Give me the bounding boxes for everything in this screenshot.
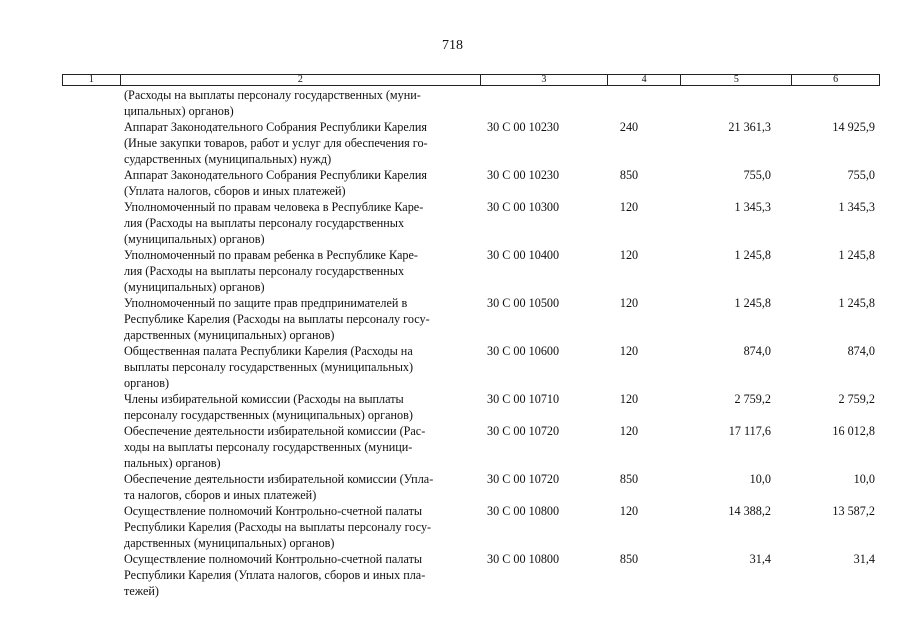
row-target-code: 30 С 00 10600 bbox=[487, 344, 560, 358]
row-description-line: (Уплата налогов, сборов и иных платежей) bbox=[124, 184, 346, 198]
table-row bbox=[0, 247, 905, 295]
row-description-line: Уполномоченный по защите прав предпринимателей в bbox=[124, 296, 408, 310]
row-description bbox=[124, 471, 484, 503]
row-description-line: Общественная палата Республики Карелия (Расходы на bbox=[124, 344, 413, 358]
row-description-line: та налогов, сборов и иных платежей) bbox=[124, 488, 317, 502]
row-amount-col5: 21 361,3 bbox=[728, 120, 771, 134]
table-row bbox=[0, 119, 905, 167]
table-body bbox=[0, 87, 905, 599]
table-row bbox=[0, 551, 905, 599]
row-description-line: Уполномоченный по правам ребенка в Республике Каре- bbox=[124, 248, 418, 262]
row-target-code: 30 С 00 10710 bbox=[487, 392, 560, 406]
row-description-line: Члены избирательной комиссии (Расходы на выплаты bbox=[124, 392, 404, 406]
row-amount-col6: 14 925,9 bbox=[832, 120, 875, 134]
table-row bbox=[0, 87, 905, 119]
row-amount-col6: 13 587,2 bbox=[832, 504, 875, 518]
row-description-line: органов) bbox=[124, 376, 170, 390]
header-col-3: 3 bbox=[481, 75, 608, 85]
row-target-code: 30 С 00 10800 bbox=[487, 504, 560, 518]
row-expense-type: 120 bbox=[619, 296, 639, 310]
row-amount-col6: 31,4 bbox=[853, 552, 875, 566]
row-target-code: 30 С 00 10720 bbox=[487, 424, 560, 438]
table-row bbox=[0, 167, 905, 199]
row-description bbox=[124, 503, 484, 551]
row-description bbox=[124, 87, 484, 119]
row-target-code: 30 С 00 10300 bbox=[487, 200, 560, 214]
page-number: 718 bbox=[442, 38, 463, 53]
row-description-line: Аппарат Законодательного Собрания Республики Карелия bbox=[124, 168, 428, 182]
row-amount-col5: 14 388,2 bbox=[728, 504, 771, 518]
table-row bbox=[0, 199, 905, 247]
row-expense-type: 120 bbox=[619, 248, 639, 262]
row-description-line: Республике Карелия (Расходы на выплаты персоналу госу- bbox=[124, 312, 430, 326]
row-description-line: лия (Расходы на выплаты персоналу государственных bbox=[124, 264, 405, 278]
row-description-line: Республики Карелия (Расходы на выплаты персоналу госу- bbox=[124, 520, 432, 534]
row-amount-col6: 1 245,8 bbox=[838, 248, 875, 262]
row-amount-col6: 755,0 bbox=[847, 168, 875, 182]
row-amount-col5: 1 245,8 bbox=[734, 296, 771, 310]
table-row bbox=[0, 343, 905, 391]
row-expense-type: 120 bbox=[619, 200, 639, 214]
row-expense-type: 120 bbox=[619, 392, 639, 406]
row-description bbox=[124, 199, 484, 247]
row-description-line: (муниципальных) органов) bbox=[124, 280, 265, 294]
row-amount-col5: 874,0 bbox=[743, 344, 771, 358]
row-expense-type: 120 bbox=[619, 424, 639, 438]
table-row bbox=[0, 295, 905, 343]
row-description-line: (Иные закупки товаров, работ и услуг для обеспечения го- bbox=[124, 136, 428, 150]
row-amount-col5: 17 117,6 bbox=[728, 424, 771, 438]
row-amount-col5: 755,0 bbox=[743, 168, 771, 182]
row-amount-col5: 1 245,8 bbox=[734, 248, 771, 262]
row-description bbox=[124, 295, 484, 343]
row-amount-col5: 2 759,2 bbox=[734, 392, 771, 406]
row-description-line: Уполномоченный по правам человека в Республике Каре- bbox=[124, 200, 424, 214]
row-amount-col6: 2 759,2 bbox=[838, 392, 875, 406]
row-description-line: дарственных (муниципальных) органов) bbox=[124, 536, 335, 550]
table-row bbox=[0, 503, 905, 551]
header-col-4: 4 bbox=[608, 75, 682, 85]
row-description-line: Республики Карелия (Уплата налогов, сборов и иных пла- bbox=[124, 568, 426, 582]
row-description bbox=[124, 247, 484, 295]
row-amount-col6: 16 012,8 bbox=[832, 424, 875, 438]
row-description-line: Осуществление полномочий Контрольно-счетной палаты bbox=[124, 504, 423, 518]
row-target-code: 30 С 00 10230 bbox=[487, 120, 560, 134]
row-description-line: Обеспечение деятельности избирательной комиссии (Упла- bbox=[124, 472, 434, 486]
row-expense-type: 850 bbox=[619, 168, 639, 182]
row-description-line: тежей) bbox=[124, 584, 159, 598]
row-target-code: 30 С 00 10800 bbox=[487, 552, 560, 566]
row-description-line: ципальных) органов) bbox=[124, 104, 234, 118]
row-description-line: пальных) органов) bbox=[124, 456, 221, 470]
row-description-line: персоналу государственных (муниципальных) органов) bbox=[124, 408, 413, 422]
row-description-line: выплаты персоналу государственных (муниципальных) bbox=[124, 360, 414, 374]
row-expense-type: 850 bbox=[619, 472, 639, 486]
row-target-code: 30 С 00 10400 bbox=[487, 248, 560, 262]
row-amount-col6: 874,0 bbox=[847, 344, 875, 358]
row-amount-col5: 10,0 bbox=[749, 472, 771, 486]
row-description-line: ходы на выплаты персоналу государственных (муници- bbox=[124, 440, 413, 454]
table-row bbox=[0, 471, 905, 503]
row-target-code: 30 С 00 10720 bbox=[487, 472, 560, 486]
table-row bbox=[0, 423, 905, 471]
row-expense-type: 240 bbox=[619, 120, 639, 134]
row-description bbox=[124, 119, 484, 167]
row-description bbox=[124, 343, 484, 391]
row-description bbox=[124, 167, 484, 199]
row-description bbox=[124, 391, 484, 423]
row-amount-col6: 1 245,8 bbox=[838, 296, 875, 310]
row-amount-col5: 31,4 bbox=[749, 552, 771, 566]
table-header bbox=[62, 74, 880, 86]
row-target-code: 30 С 00 10230 bbox=[487, 168, 560, 182]
row-amount-col5: 1 345,3 bbox=[734, 200, 771, 214]
row-description-line: лия (Расходы на выплаты персоналу государственных bbox=[124, 216, 405, 230]
header-col-1: 1 bbox=[63, 75, 121, 85]
row-description-line: дарственных (муниципальных) органов) bbox=[124, 328, 335, 342]
row-description bbox=[124, 551, 484, 599]
row-description-line: сударственных (муниципальных) нужд) bbox=[124, 152, 332, 166]
row-expense-type: 120 bbox=[619, 344, 639, 358]
row-description-line: (муниципальных) органов) bbox=[124, 232, 265, 246]
table-row bbox=[0, 391, 905, 423]
row-description-line: Осуществление полномочий Контрольно-счетной палаты bbox=[124, 552, 423, 566]
row-description bbox=[124, 423, 484, 471]
row-target-code: 30 С 00 10500 bbox=[487, 296, 560, 310]
header-col-6: 6 bbox=[833, 74, 839, 85]
row-amount-col6: 1 345,3 bbox=[838, 200, 875, 214]
header-col-5: 5 bbox=[681, 75, 792, 85]
row-expense-type: 120 bbox=[619, 504, 639, 518]
row-amount-col6: 10,0 bbox=[853, 472, 875, 486]
row-description-line: Аппарат Законодательного Собрания Республики Карелия bbox=[124, 120, 428, 134]
header-col-2: 2 bbox=[121, 75, 481, 85]
row-expense-type: 850 bbox=[619, 552, 639, 566]
row-description-line: Обеспечение деятельности избирательной комиссии (Рас- bbox=[124, 424, 426, 438]
row-description-line: (Расходы на выплаты персоналу государственных (муни- bbox=[124, 88, 421, 102]
